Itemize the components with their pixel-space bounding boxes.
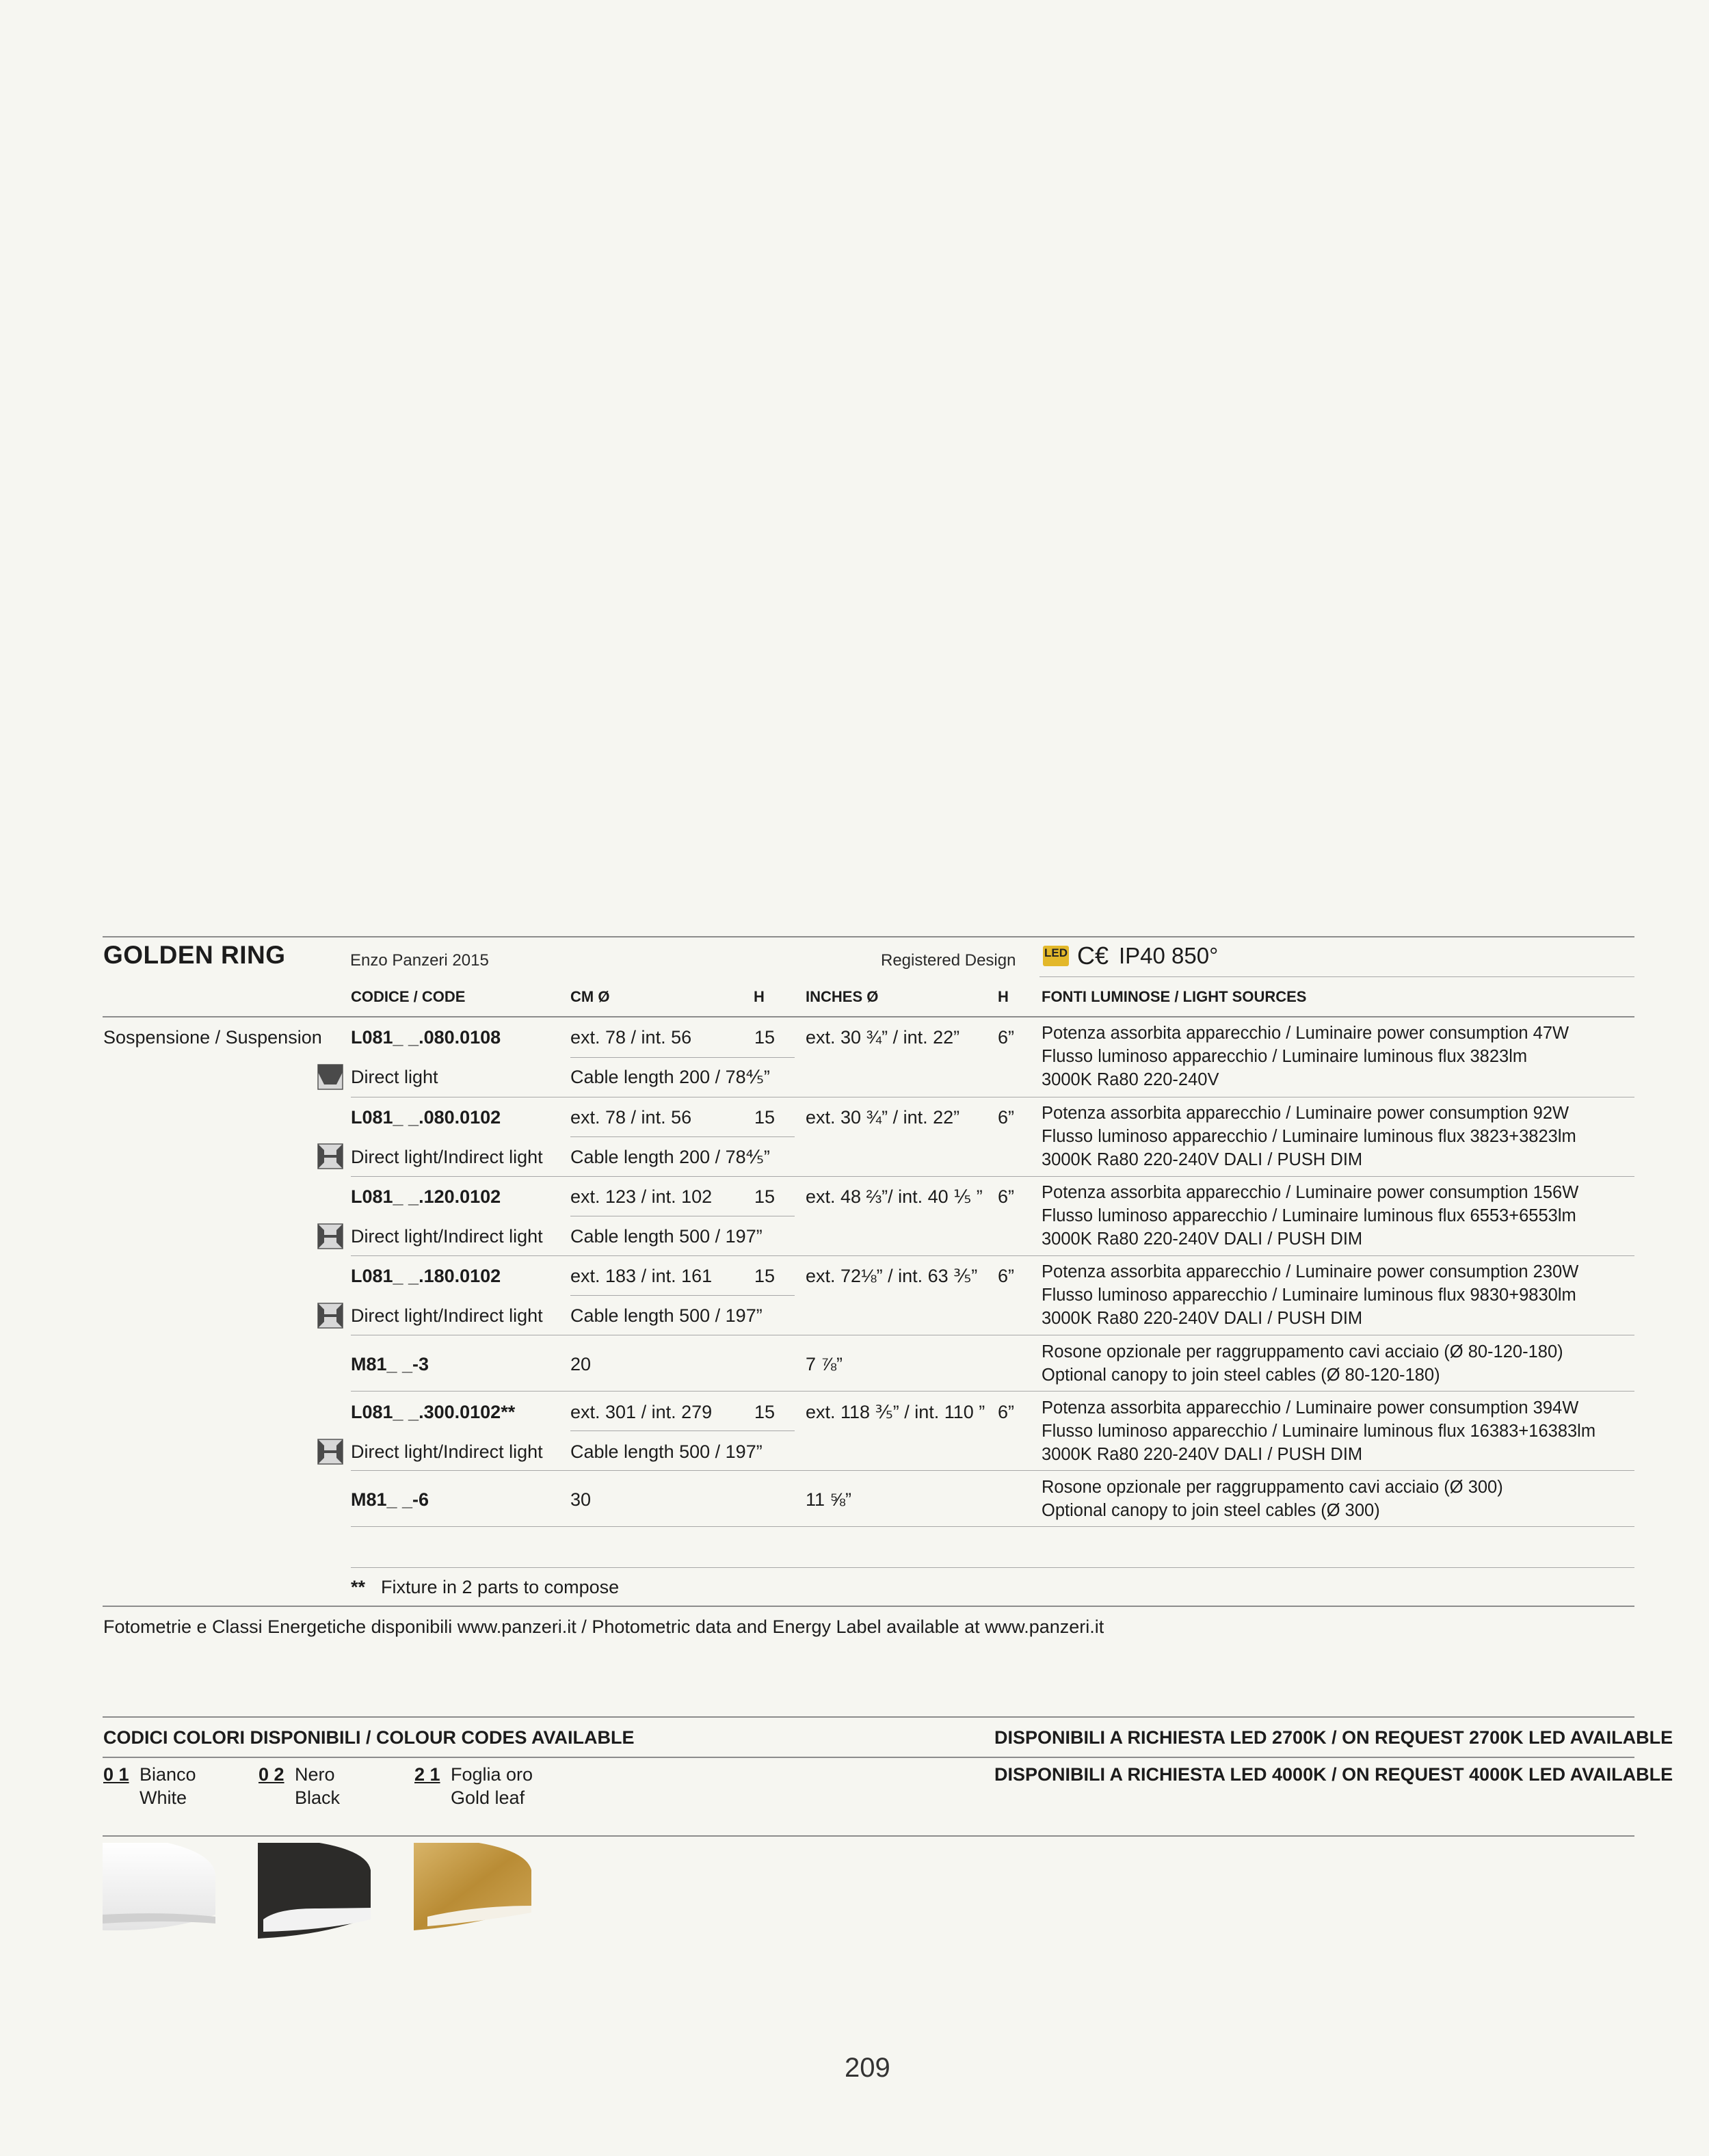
black-finish-swatch [258, 1843, 374, 1942]
light-source-line: 3000K Ra80 220-240V DALI / PUSH DIM [1042, 1309, 1363, 1328]
height-cm: 15 [754, 1402, 776, 1422]
canopy-description: Rosone opzionale per raggruppamento cavi acciaio (Ø 80-120-180) [1042, 1342, 1563, 1361]
colours-rule [103, 1757, 1634, 1758]
row-separator [570, 1057, 795, 1058]
canopy-description: Optional canopy to join steel cables (Ø 80-120-180) [1042, 1366, 1440, 1385]
product-code: L081_ _.300.0102** [351, 1402, 516, 1422]
row-separator [351, 1176, 1634, 1177]
colour-name-en: White [140, 1787, 187, 1808]
row-separator [351, 1255, 1634, 1256]
direct-indirect-light-icon [317, 1439, 343, 1465]
canopy-description: Rosone opzionale per raggruppamento cavi acciaio (Ø 300) [1042, 1478, 1503, 1497]
colour-code: 0 1 [103, 1764, 129, 1785]
light-source-line: Flusso luminoso apparecchio / Luminaire luminous flux 3823+3823lm [1042, 1127, 1576, 1146]
colour-code: 2 1 [414, 1764, 440, 1785]
light-source-line: Potenza assorbita apparecchio / Luminaire power consumption 394W [1042, 1398, 1579, 1418]
gold-leaf-finish-swatch [414, 1843, 533, 1939]
product-name: GOLDEN RING [103, 941, 286, 969]
dimension-cm: ext. 183 / int. 161 [570, 1266, 713, 1286]
header-light-sources: FONTI LUMINOSE / LIGHT SOURCES [1042, 988, 1307, 1005]
light-type: Direct light/Indirect light [351, 1226, 543, 1247]
height-cm: 15 [754, 1107, 776, 1128]
light-type: Direct light/Indirect light [351, 1305, 543, 1326]
height-inches: 6” [998, 1186, 1015, 1207]
light-source-line: Potenza assorbita apparecchio / Luminaire power consumption 230W [1042, 1262, 1579, 1281]
light-type: Direct light/Indirect light [351, 1147, 543, 1167]
light-source-line: 3000K Ra80 220-240V DALI / PUSH DIM [1042, 1229, 1363, 1249]
header-rule [103, 1016, 1634, 1017]
footnote-mark: ** [351, 1577, 366, 1597]
height-cm: 15 [754, 1027, 776, 1048]
light-source-line: Potenza assorbita apparecchio / Luminaire power consumption 92W [1042, 1104, 1569, 1123]
cable-length: Cable length 500 / 197” [570, 1441, 763, 1462]
dimension-cm: ext. 78 / int. 56 [570, 1107, 692, 1128]
request-4000k: DISPONIBILI A RICHIESTA LED 4000K / ON REQUEST 4000K LED AVAILABLE [994, 1764, 1673, 1785]
header-cm: CM Ø [570, 988, 610, 1005]
dimension-inches: ext. 72⅛” / int. 63 ⅗” [806, 1266, 978, 1286]
colours-top-rule [103, 1716, 1634, 1718]
row-separator [351, 1391, 1634, 1392]
height-inches: 6” [998, 1027, 1015, 1048]
row-separator [570, 1430, 795, 1431]
light-source-line: Flusso luminoso apparecchio / Luminaire luminous flux 9830+9830lm [1042, 1286, 1576, 1305]
light-source-line: 3000K Ra80 220-240V DALI / PUSH DIM [1042, 1150, 1363, 1169]
registered-design: Registered Design [881, 951, 1016, 970]
colour-name-en: Black [295, 1787, 341, 1808]
canopy-cm: 30 [570, 1489, 592, 1510]
canopy-code: M81_ _-3 [351, 1354, 429, 1374]
row-separator [570, 1136, 795, 1137]
cable-length: Cable length 200 / 78⅘” [570, 1147, 770, 1167]
light-source-line: Flusso luminoso apparecchio / Luminaire luminous flux 6553+6553lm [1042, 1206, 1576, 1225]
dimension-inches: ext. 30 ¾” / int. 22” [806, 1027, 960, 1048]
light-type: Direct light/Indirect light [351, 1441, 543, 1462]
white-finish-swatch [103, 1843, 219, 1939]
light-source-line: Flusso luminoso apparecchio / Luminaire luminous flux 3823lm [1042, 1047, 1528, 1066]
direct-indirect-light-icon [317, 1303, 343, 1329]
light-source-line: 3000K Ra80 220-240V DALI / PUSH DIM [1042, 1445, 1363, 1464]
product-code: L081_ _.080.0108 [351, 1027, 501, 1048]
colour-name-it: Foglia oro [451, 1764, 533, 1785]
colour-name-it: Bianco [140, 1764, 196, 1785]
page-number: 209 [845, 2053, 890, 2083]
category-label: Sospensione / Suspension [103, 1027, 322, 1048]
height-cm: 15 [754, 1266, 776, 1286]
row-separator [351, 1526, 1634, 1527]
product-code: L081_ _.080.0102 [351, 1107, 501, 1128]
direct-light-icon [317, 1064, 343, 1090]
header-h-inches: H [998, 988, 1009, 1005]
row-separator [351, 1567, 1634, 1568]
light-type: Direct light [351, 1067, 438, 1087]
header-h: H [754, 988, 765, 1005]
canopy-inches: 11 ⅝” [806, 1489, 852, 1510]
rule [1039, 976, 1634, 977]
dimension-inches: ext. 30 ¾” / int. 22” [806, 1107, 960, 1128]
ip-rating: IP40 850° [1119, 943, 1219, 968]
row-separator [570, 1295, 795, 1296]
dimension-cm: ext. 301 / int. 279 [570, 1402, 713, 1422]
direct-indirect-light-icon [317, 1143, 343, 1169]
cable-length: Cable length 200 / 78⅘” [570, 1067, 770, 1087]
header-code: CODICE / CODE [351, 988, 466, 1005]
light-source-line: Potenza assorbita apparecchio / Luminaire power consumption 47W [1042, 1024, 1569, 1043]
direct-indirect-light-icon [317, 1223, 343, 1249]
product-code: L081_ _.180.0102 [351, 1266, 501, 1286]
footer-rule [103, 1606, 1634, 1607]
led-badge-icon: LED [1043, 946, 1069, 966]
colour-name-it: Nero [295, 1764, 335, 1785]
ce-mark: C€ [1077, 942, 1109, 970]
canopy-code: M81_ _-6 [351, 1489, 429, 1510]
canopy-inches: 7 ⅞” [806, 1354, 843, 1374]
cable-length: Cable length 500 / 197” [570, 1305, 763, 1326]
header-inches: INCHES Ø [806, 988, 879, 1005]
row-separator [351, 1470, 1634, 1471]
height-cm: 15 [754, 1186, 776, 1207]
designer: Enzo Panzeri 2015 [350, 951, 489, 970]
light-source-line: 3000K Ra80 220-240V [1042, 1070, 1219, 1089]
top-rule [103, 936, 1634, 937]
cable-length: Cable length 500 / 197” [570, 1226, 763, 1247]
canopy-cm: 20 [570, 1354, 592, 1374]
photometric-note: Fotometrie e Classi Energetiche disponibili www.panzeri.it / Photometric data and Energy Label available at www.panzeri.it [103, 1616, 1104, 1637]
dimension-inches: ext. 48 ⅔”/ int. 40 ⅕ ” [806, 1186, 983, 1207]
height-inches: 6” [998, 1266, 1015, 1286]
colour-codes-title: CODICI COLORI DISPONIBILI / COLOUR CODES AVAILABLE [103, 1727, 635, 1748]
light-source-line: Flusso luminoso apparecchio / Luminaire luminous flux 16383+16383lm [1042, 1422, 1596, 1441]
request-2700k: DISPONIBILI A RICHIESTA LED 2700K / ON REQUEST 2700K LED AVAILABLE [994, 1727, 1673, 1748]
dimension-cm: ext. 123 / int. 102 [570, 1186, 713, 1207]
light-source-line: Potenza assorbita apparecchio / Luminaire power consumption 156W [1042, 1183, 1579, 1202]
colour-name-en: Gold leaf [451, 1787, 525, 1808]
colour-code: 0 2 [259, 1764, 284, 1785]
height-inches: 6” [998, 1107, 1015, 1128]
canopy-description: Optional canopy to join steel cables (Ø 300) [1042, 1501, 1380, 1520]
height-inches: 6” [998, 1402, 1015, 1422]
colours-bottom-rule [103, 1835, 1634, 1837]
footnote-text: Fixture in 2 parts to compose [381, 1577, 620, 1597]
product-code: L081_ _.120.0102 [351, 1186, 501, 1207]
dimension-inches: ext. 118 ⅗” / int. 110 ” [806, 1402, 985, 1422]
dimension-cm: ext. 78 / int. 56 [570, 1027, 692, 1048]
